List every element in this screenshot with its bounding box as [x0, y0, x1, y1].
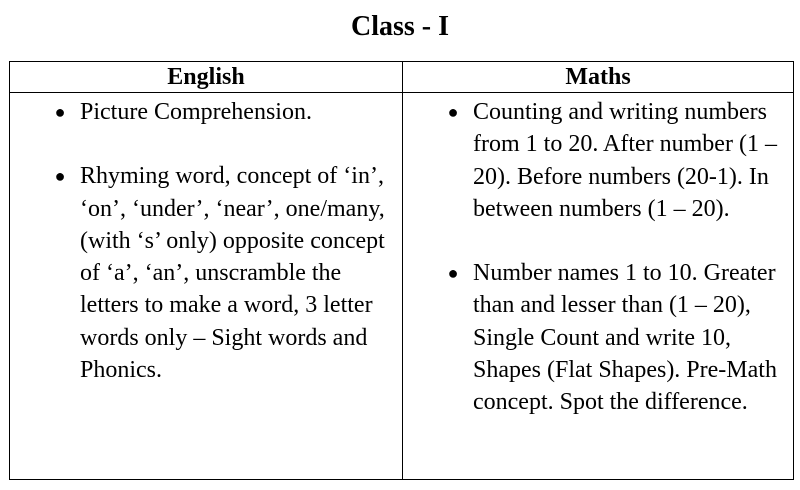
- maths-topic-list: [403, 93, 793, 419]
- list-item: [10, 93, 394, 128]
- list-item: [10, 160, 394, 386]
- maths-topic-text: Number names 1 to 10. Greater than and lesser than (1 – 20), Single Count and write 10, Shapes (Flat Shapes). Pre-Math concept. Spot the difference.: [473, 260, 777, 416]
- list-item: [403, 93, 785, 225]
- bullet-icon: ●: [447, 102, 459, 122]
- table-row: [10, 93, 794, 480]
- english-topic-text: Picture Comprehension.: [80, 99, 312, 125]
- bullet-icon: ●: [54, 102, 66, 122]
- syllabus-table: [9, 61, 794, 480]
- english-cell: [10, 93, 403, 480]
- bullet-icon: ●: [447, 263, 459, 284]
- maths-topic-text: Counting and writing numbers from 1 to 20. After number (1 – 20). Before numbers (20-1). In between numbers (1 – 20).: [473, 99, 777, 222]
- column-header-maths: Maths: [403, 62, 794, 93]
- bullet-icon: ●: [54, 166, 66, 187]
- english-topic-text: Rhyming word, concept of ‘in’, ‘on’, ‘under’, ‘near’, one/many, (with ‘s’ only) opposite concept of ‘a’, ‘an’, unscramble the letters to make a word, 3 letter words only – Sight words and Phonics.: [80, 163, 385, 384]
- english-topic-list: [10, 93, 402, 386]
- page-title: Class - I: [350, 11, 449, 42]
- table-header-row: [10, 62, 794, 93]
- list-item: [403, 257, 785, 418]
- column-header-english: English: [10, 62, 403, 93]
- maths-cell: [403, 93, 794, 480]
